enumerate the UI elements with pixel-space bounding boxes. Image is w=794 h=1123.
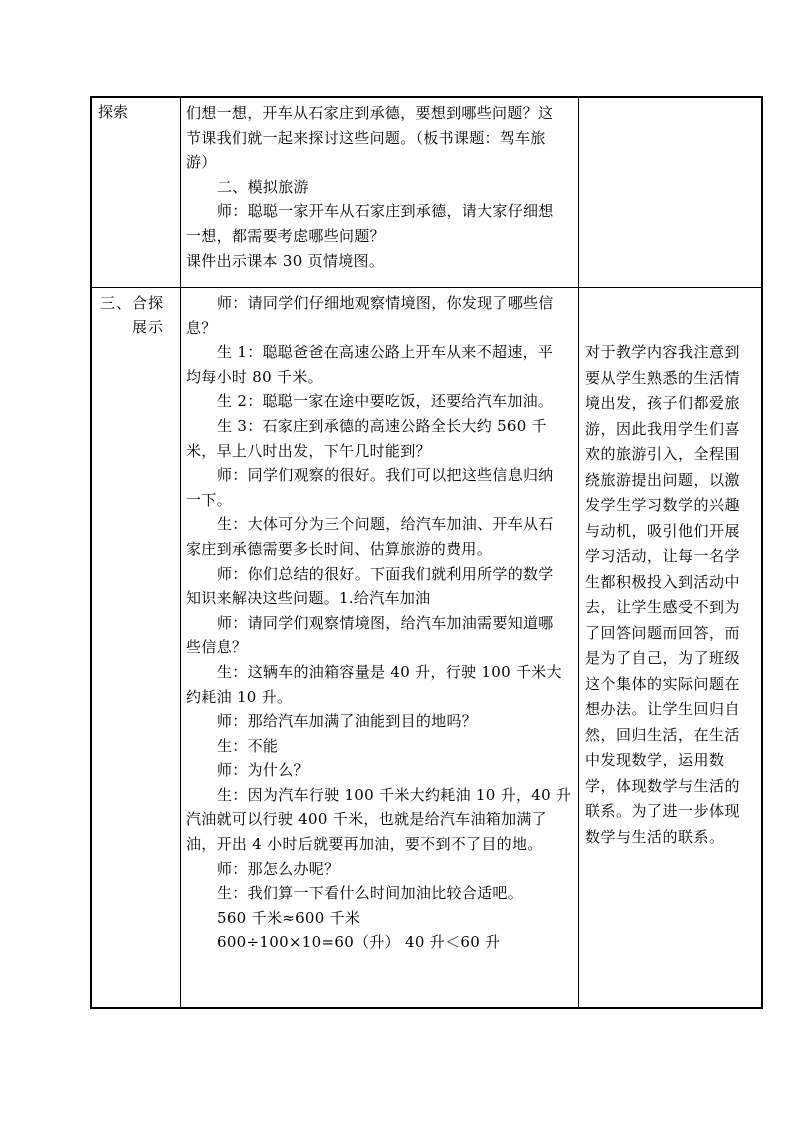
text-line: 师：请同学们仔细地观察情境图，你发现了哪些信 <box>217 294 554 312</box>
process-cell <box>181 97 579 288</box>
note-line: 境出发，孩子们都爱旅 <box>585 394 741 412</box>
note-line: 绕旅游提出问题，以激 <box>585 470 741 489</box>
text-line: 约耗油 10 升。 <box>186 687 293 706</box>
text-line: 汽油就可以行驶 400 千米，也就是给汽车油箱加满了 <box>186 810 547 829</box>
text-line: 生 2：聪聪一家在途中要吃饭，还要给汽车加油。 <box>217 392 554 411</box>
text-line: 游） <box>186 153 217 172</box>
note-line: 然，回归生活，在生活 <box>585 725 741 744</box>
note-line: 去，让学生感受不到为 <box>585 598 741 616</box>
notes-cell <box>579 288 763 1009</box>
process-text <box>181 291 578 955</box>
process-cell <box>181 288 579 1009</box>
stage-cell <box>91 288 181 1009</box>
lesson-plan-table <box>90 96 763 1009</box>
text-line: 们想一想，开车从石家庄到承德，要想到哪些问题？这 <box>186 104 554 122</box>
note-line: 游，因此我用学生们喜 <box>585 419 741 438</box>
stage-cell <box>91 97 181 288</box>
text-line: 560 千米≈600 千米 <box>217 908 361 927</box>
note-line: 对于教学内容我注意到 <box>585 343 741 361</box>
note-line: 与动机，吸引他们开展 <box>585 521 741 540</box>
note-line: 中发现数学，运用数 <box>585 751 725 769</box>
text-line: 生：因为汽车行驶 100 千米大约耗油 10 升，40 升 <box>217 785 572 804</box>
text-line: 师：同学们观察的很好。我们可以把这些信息归纳 <box>217 466 554 485</box>
stage-label-line1: 三、合探 <box>100 294 165 312</box>
note-line: 欢的旅游引入，全程围 <box>585 445 741 463</box>
text-line: 生：这辆车的油箱容量是 40 升，行驶 100 千米大 <box>217 662 562 681</box>
stage-label-line2: 展示 <box>132 318 165 336</box>
notes-text <box>579 288 761 850</box>
note-line: 了回答问题而回答，而 <box>585 623 741 642</box>
text-line: 师：那给汽车加满了油能到目的地吗？ <box>217 712 478 731</box>
text-line: 师：那怎么办呢？ <box>217 859 340 878</box>
note-line: 数学与生活的联系。 <box>585 827 725 846</box>
stage-label: 探索 <box>98 103 129 121</box>
notes-cell <box>579 97 763 288</box>
text-line: 一下。 <box>186 490 232 509</box>
text-line: 生：我们算一下看什么时间加油比较合适吧。 <box>217 884 524 903</box>
text-line: 师：为什么？ <box>217 761 309 780</box>
text-line: 息？ <box>186 318 217 337</box>
text-line: 节课我们就一起来探讨这些问题。（板书课题：驾车旅 <box>186 128 546 147</box>
text-line: 师：聪聪一家开车从石家庄到承德，请大家仔细想 <box>217 202 554 221</box>
text-line: 600÷100×10=60（升） 40 升＜60 升 <box>217 933 501 952</box>
text-line: 均每小时 80 千米。 <box>186 367 323 386</box>
note-line: 联系。为了进一步体现 <box>585 802 741 820</box>
text-line: 家庄到承德需要多长时间、估算旅游的费用。 <box>186 539 493 558</box>
text-line: 师：请同学们观察情境图，给汽车加油需要知道哪 <box>217 613 554 632</box>
text-line: 生：不能 <box>217 736 279 755</box>
note-line: 想办法。让学生回归自 <box>585 700 741 718</box>
text-line: 课件出示课本 30 页情境图。 <box>186 251 385 270</box>
note-line: 要从学生熟悉的生活情 <box>585 368 741 387</box>
note-line: 发学生学习数学的兴趣 <box>585 496 741 514</box>
table-row <box>91 97 762 288</box>
note-line: 生都积极投入到活动中 <box>585 572 741 591</box>
text-line: 米，早上八时出发，下午几时能到？ <box>186 441 431 460</box>
note-line: 学，体现数学与生活的 <box>585 776 741 795</box>
table-row <box>91 288 762 1009</box>
text-line: 些信息？ <box>186 638 248 657</box>
note-line: 学习活动，让每一名学 <box>585 547 741 565</box>
text-line: 生 3：石家庄到承德的高速公路全长大约 560 千 <box>217 416 547 435</box>
text-line: 油，开出 4 小时后就要再加油，要不到不了目的地。 <box>186 835 543 854</box>
text-line: 二、模拟旅游 <box>217 177 309 196</box>
note-line: 是为了自己，为了班级 <box>585 649 741 667</box>
text-line: 生：大体可分为三个问题，给汽车加油、开车从石 <box>217 515 554 534</box>
process-text <box>181 101 578 273</box>
text-line: 师：你们总结的很好。下面我们就利用所学的数学 <box>217 564 554 583</box>
note-line: 这个集体的实际问题在 <box>585 674 741 693</box>
text-line: 生 1：聪聪爸爸在高速公路上开车从来不超速，平 <box>217 343 554 362</box>
text-line: 知识来解决这些问题。1.给汽车加油 <box>186 589 431 608</box>
text-line: 一想，都需要考虑哪些问题？ <box>186 226 385 245</box>
